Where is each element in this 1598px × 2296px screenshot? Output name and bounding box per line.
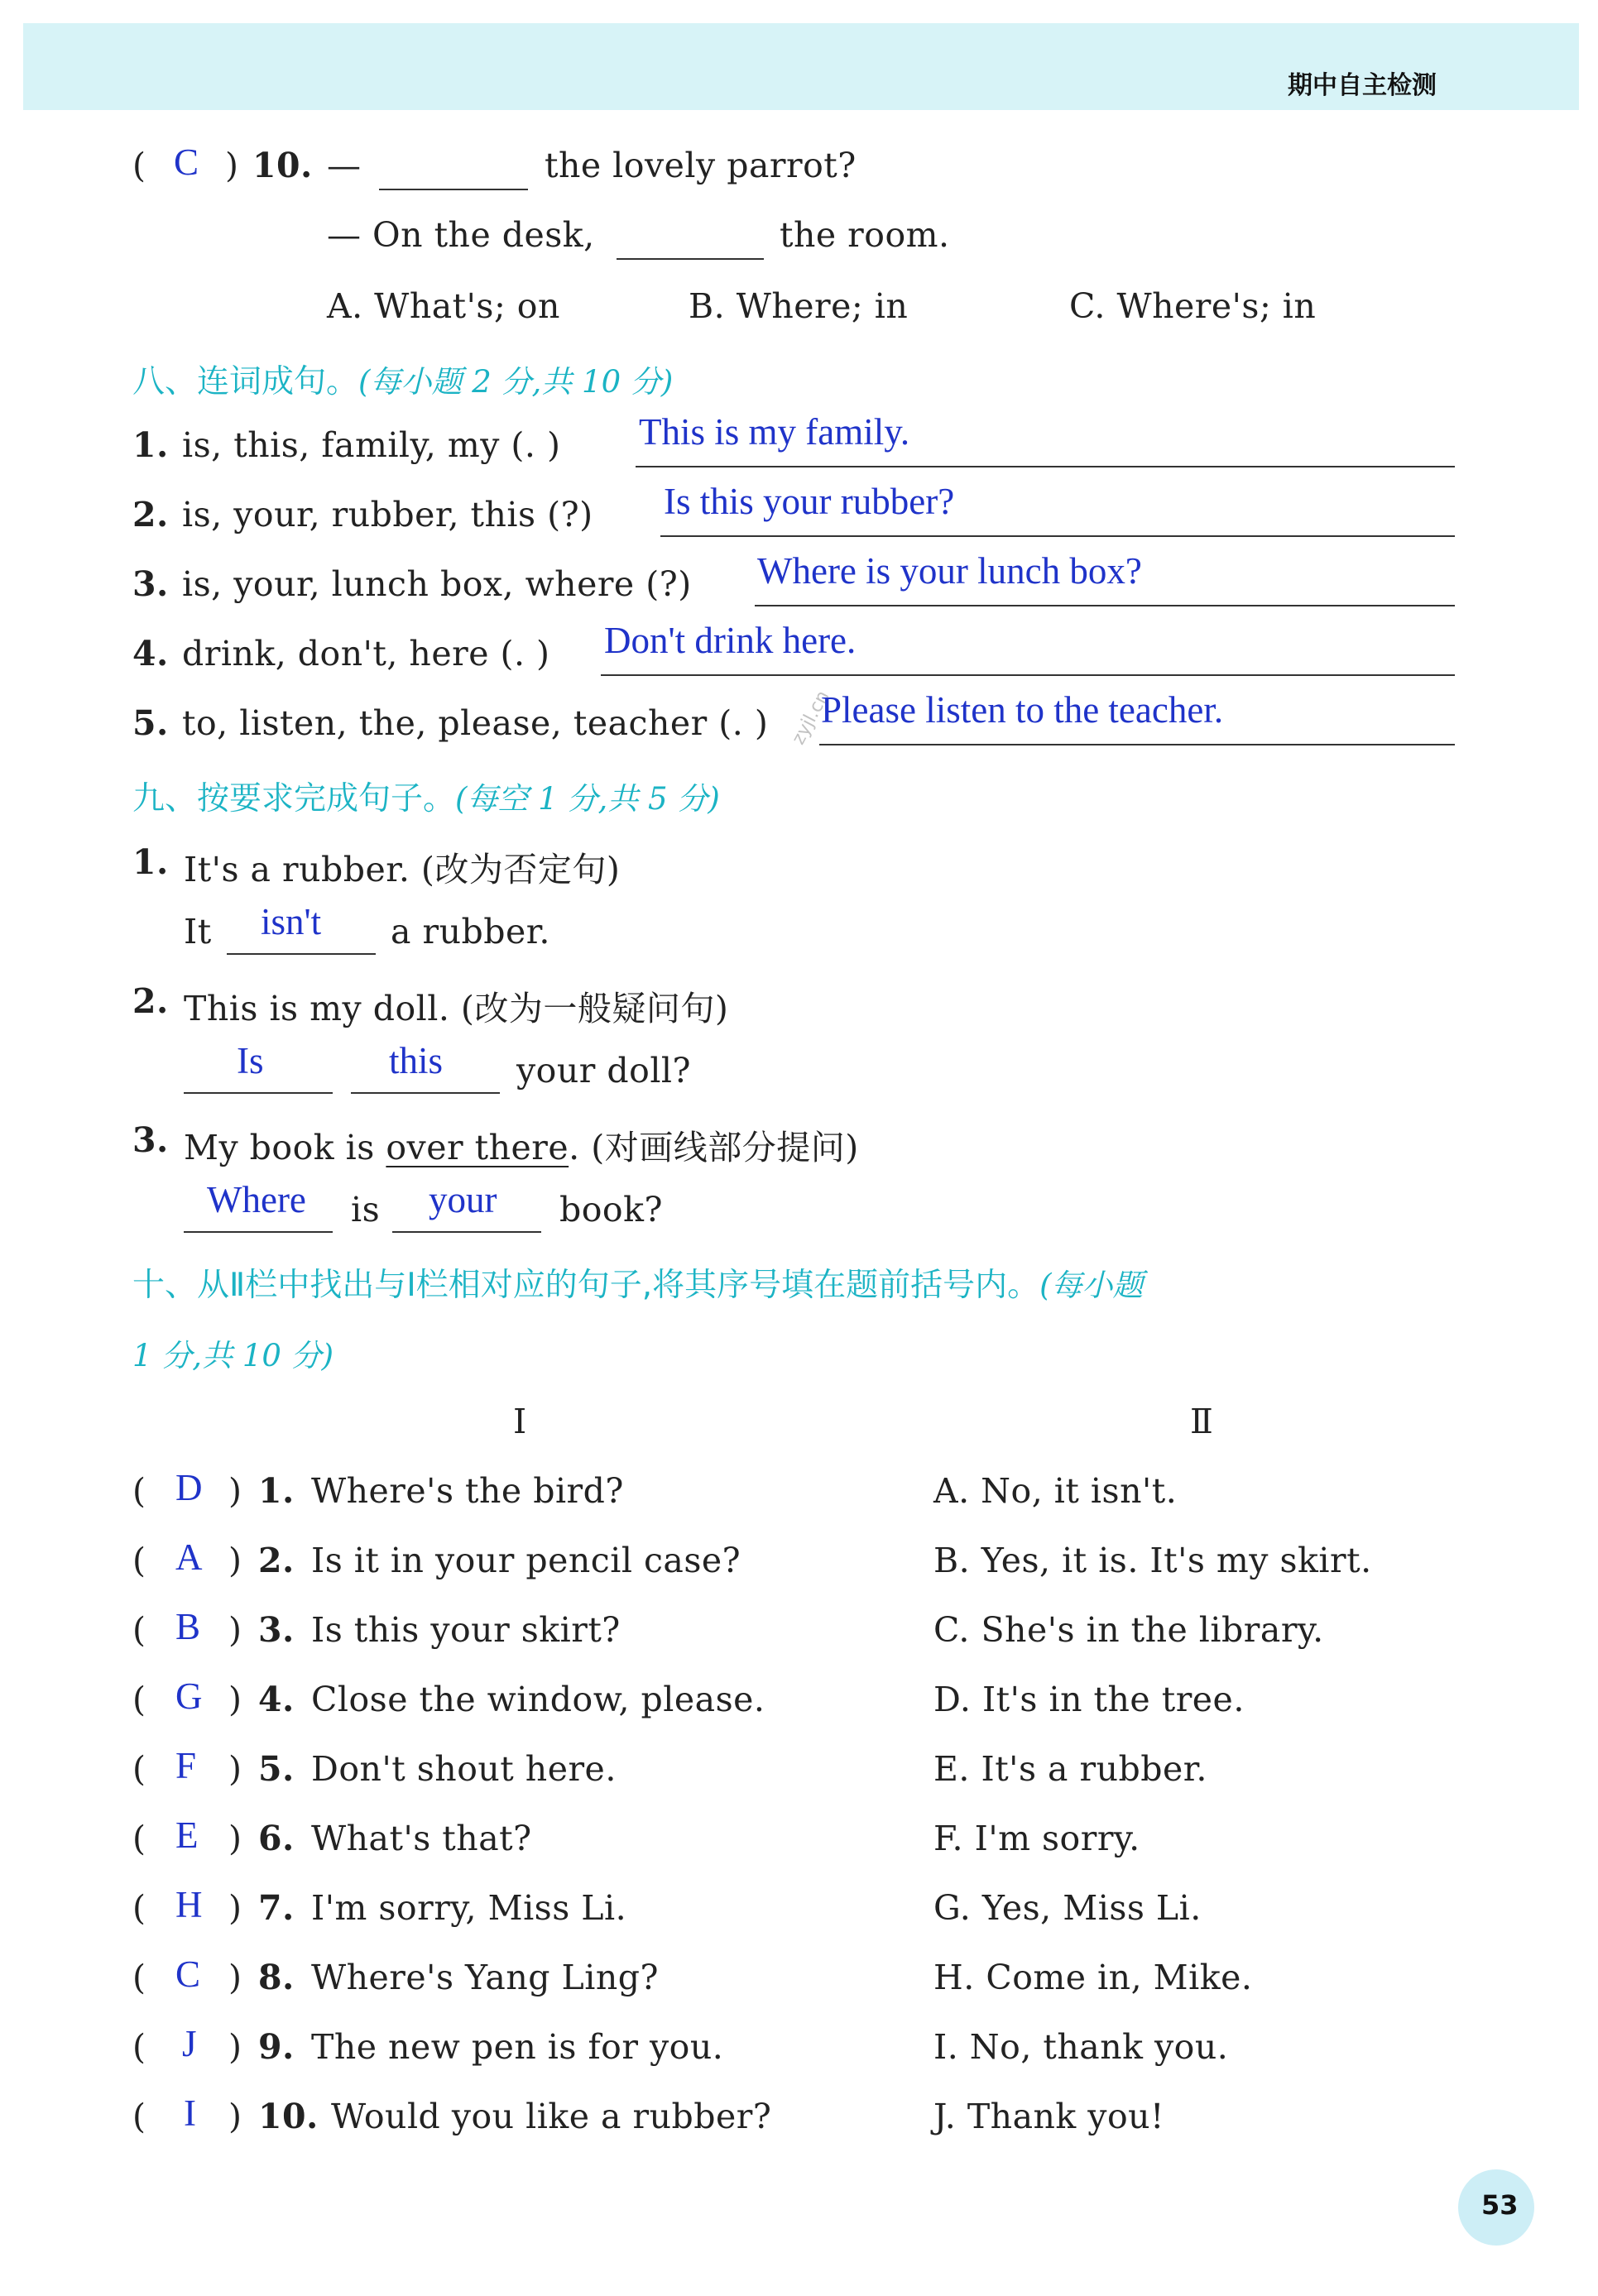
s10-option-e: E. It's a rubber. bbox=[933, 1749, 1207, 1789]
s9-q3-mid: is bbox=[351, 1190, 381, 1229]
s10-row7-number: 7. bbox=[258, 1888, 295, 1928]
s9-q1-blank bbox=[227, 953, 376, 955]
s8-item1-line bbox=[636, 466, 1455, 467]
s9-q3-pre: My book is bbox=[184, 1128, 375, 1167]
s9-q2-blank-2 bbox=[351, 1092, 500, 1094]
s9-q1-text: It's a rubber. (改为否定句) bbox=[184, 850, 621, 889]
s10-option-b: B. Yes, it is. It's my skirt. bbox=[933, 1541, 1372, 1580]
s10-row5-paren-close: ) bbox=[228, 1749, 242, 1789]
s10-row9-paren-close: ) bbox=[228, 2027, 242, 2067]
s10-row2-paren-open: ( bbox=[132, 1541, 146, 1580]
section10-title bbox=[132, 1259, 1144, 1306]
s9-q1-pre: It bbox=[184, 912, 212, 951]
s10-row4-paren-close: ) bbox=[228, 1680, 242, 1719]
q10-line1-text: the lovely parrot? bbox=[545, 146, 857, 185]
q10-answer: C bbox=[174, 141, 199, 183]
s10-row3-answer: B bbox=[175, 1606, 201, 1647]
s8-item4-number: 4. bbox=[132, 634, 169, 673]
q10-blank-1 bbox=[379, 189, 528, 190]
s9-q2-text: This is my doll. (改为一般疑问句) bbox=[184, 989, 729, 1028]
s8-item1-answer: This is my family. bbox=[639, 411, 910, 453]
s10-row7-paren-close: ) bbox=[228, 1888, 242, 1928]
s8-item2-words: is, your, rubber, this (?) bbox=[182, 495, 593, 534]
s10-row6-paren-close: ) bbox=[228, 1819, 242, 1858]
section9-heading bbox=[132, 773, 720, 819]
s10-row10-text: Would you like a rubber? bbox=[331, 2097, 772, 2136]
s10-row7-text: I'm sorry, Miss Li. bbox=[311, 1888, 627, 1928]
s8-item2-number: 2. bbox=[132, 495, 169, 534]
s8-item4-line bbox=[601, 674, 1455, 676]
s8-item5-number: 5. bbox=[132, 703, 169, 743]
s10-row3-paren-close: ) bbox=[228, 1610, 242, 1650]
s8-item5-words: to, listen, the, please, teacher (. ) bbox=[182, 703, 769, 743]
q10-blank-2 bbox=[617, 258, 764, 260]
watermark: zyjl.cn bbox=[788, 687, 834, 749]
s10-row5-answer: F bbox=[175, 1745, 197, 1786]
s10-option-h: H. Come in, Mike. bbox=[933, 1958, 1253, 1997]
s9-q3-blank-1 bbox=[184, 1231, 333, 1233]
s10-row9-paren-open: ( bbox=[132, 2027, 146, 2067]
s10-option-i: I. No, thank you. bbox=[933, 2027, 1229, 2067]
s10-row5-number: 5. bbox=[258, 1749, 295, 1789]
s10-row1-text: Where's the bird? bbox=[311, 1471, 624, 1511]
s9-q3-underlined: over there bbox=[386, 1128, 569, 1167]
s9-q3-answer-1: Where bbox=[207, 1179, 306, 1220]
q10-option-a: A. What's; on bbox=[327, 286, 560, 326]
section8-title: 八、连词成句。 bbox=[132, 363, 359, 400]
s10-row2-number: 2. bbox=[258, 1541, 295, 1580]
s10-option-a: A. No, it isn't. bbox=[933, 1471, 1178, 1511]
q10-line2-text: the room. bbox=[780, 215, 950, 255]
s8-item3-line bbox=[755, 605, 1455, 606]
s10-row8-answer: C bbox=[175, 1953, 201, 1995]
s9-q3-number: 3. bbox=[132, 1120, 169, 1160]
header-title: 期中自主检测 bbox=[1288, 71, 1437, 100]
s10-row3-number: 3. bbox=[258, 1610, 295, 1650]
s9-q1-number: 1. bbox=[132, 842, 169, 882]
s9-q2-answer-2: this bbox=[389, 1040, 444, 1081]
s10-row4-number: 4. bbox=[258, 1680, 295, 1719]
s8-item5-answer: Please listen to the teacher. bbox=[821, 689, 1224, 731]
s10-row7-paren-open: ( bbox=[132, 1888, 146, 1928]
s10-row5-paren-open: ( bbox=[132, 1749, 146, 1789]
s8-item3-answer: Where is your lunch box? bbox=[757, 550, 1142, 592]
s10-row8-text: Where's Yang Ling? bbox=[311, 1958, 660, 1997]
s8-item4-words: drink, don't, here (. ) bbox=[182, 634, 550, 673]
s9-q2-number: 2. bbox=[132, 981, 169, 1021]
s8-item2-answer: Is this your rubber? bbox=[664, 481, 955, 522]
s10-row1-paren-open: ( bbox=[132, 1471, 146, 1511]
s9-q3-rest: . (对画线部分提问) bbox=[569, 1128, 859, 1167]
s10-row3-paren-open: ( bbox=[132, 1610, 146, 1650]
q10-option-c: C. Where's; in bbox=[1069, 286, 1317, 326]
q10-close-paren: ) bbox=[225, 146, 239, 185]
q10-open-paren: ( bbox=[132, 146, 146, 185]
section9-note: (每空 1 分,共 5 分) bbox=[455, 781, 720, 817]
q10-dash: — bbox=[327, 146, 362, 185]
s10-row9-number: 9. bbox=[258, 2027, 295, 2067]
s10-row7-answer: H bbox=[175, 1884, 203, 1925]
section10-title-text: 十、从Ⅱ栏中找出与Ⅰ栏相对应的句子,将其序号填在题前括号内。 bbox=[132, 1267, 1040, 1304]
s8-item1-words: is, this, family, my (. ) bbox=[182, 425, 561, 465]
s10-row4-text: Close the window, please. bbox=[311, 1680, 765, 1719]
section8-note: (每小题 2 分,共 10 分) bbox=[358, 364, 674, 400]
s8-item5-line bbox=[819, 744, 1455, 745]
section8-heading bbox=[132, 356, 673, 402]
q10-number: 10. bbox=[252, 146, 313, 185]
s10-row10-paren-close: ) bbox=[228, 2097, 242, 2136]
s9-q3-post: book? bbox=[559, 1190, 663, 1229]
section10-note-a: (每小题 bbox=[1039, 1268, 1144, 1303]
s10-option-g: G. Yes, Miss Li. bbox=[933, 1888, 1202, 1928]
s10-row8-number: 8. bbox=[258, 1958, 295, 1997]
s10-row2-answer: A bbox=[175, 1536, 203, 1578]
s10-row2-text: Is it in your pencil case? bbox=[311, 1541, 741, 1580]
s9-q2-answer-1: Is bbox=[237, 1040, 264, 1081]
s9-q3-answer-2: your bbox=[429, 1179, 497, 1220]
s10-row8-paren-open: ( bbox=[132, 1958, 146, 1997]
q10-option-b: B. Where; in bbox=[689, 286, 909, 326]
s10-row9-answer: J bbox=[182, 2023, 197, 2064]
s8-item1-number: 1. bbox=[132, 425, 169, 465]
s9-q3-sentence bbox=[184, 1120, 859, 1169]
s10-row6-text: What's that? bbox=[311, 1819, 532, 1858]
s9-q1-post: a rubber. bbox=[391, 912, 550, 951]
s10-row6-number: 6. bbox=[258, 1819, 295, 1858]
s10-row4-answer: G bbox=[175, 1675, 203, 1717]
s10-row6-answer: E bbox=[175, 1814, 199, 1856]
s9-q2-blank-1 bbox=[184, 1092, 333, 1094]
s10-row4-paren-open: ( bbox=[132, 1680, 146, 1719]
s10-row9-text: The new pen is for you. bbox=[311, 2027, 724, 2067]
s10-row1-answer: D bbox=[175, 1467, 203, 1508]
page-number: 53 bbox=[1481, 2189, 1519, 2221]
s9-q3-blank-2 bbox=[392, 1231, 541, 1233]
s10-option-d: D. It's in the tree. bbox=[933, 1680, 1245, 1719]
s8-item3-words: is, your, lunch box, where (?) bbox=[182, 564, 692, 604]
s9-q1-answer: isn't bbox=[261, 901, 322, 942]
s9-q2-post: your doll? bbox=[516, 1051, 692, 1090]
section10-note-b: 1 分,共 10 分) bbox=[132, 1338, 334, 1373]
column-1-header: Ⅰ bbox=[513, 1402, 527, 1441]
s8-item2-line bbox=[660, 535, 1455, 537]
s10-row3-text: Is this your skirt? bbox=[311, 1610, 621, 1650]
s8-item3-number: 3. bbox=[132, 564, 169, 604]
s10-row10-number: 10. bbox=[258, 2097, 319, 2136]
s10-row6-paren-open: ( bbox=[132, 1819, 146, 1858]
s10-row5-text: Don't shout here. bbox=[311, 1749, 617, 1789]
section9-title: 九、按要求完成句子。 bbox=[132, 780, 456, 817]
s10-row2-paren-close: ) bbox=[228, 1541, 242, 1580]
s10-row1-paren-close: ) bbox=[228, 1471, 242, 1511]
s10-row1-number: 1. bbox=[258, 1471, 295, 1511]
s10-option-j: J. Thank you! bbox=[933, 2097, 1165, 2136]
s10-row10-paren-open: ( bbox=[132, 2097, 146, 2136]
column-2-header: Ⅱ bbox=[1190, 1402, 1214, 1441]
s10-option-c: C. She's in the library. bbox=[933, 1610, 1324, 1650]
s10-row8-paren-close: ) bbox=[228, 1958, 242, 1997]
s10-option-f: F. I'm sorry. bbox=[933, 1819, 1140, 1858]
s10-row10-answer: I bbox=[184, 2092, 196, 2134]
q10-line2-start: — On the desk, bbox=[327, 215, 595, 255]
s8-item4-answer: Don't drink here. bbox=[604, 620, 857, 661]
